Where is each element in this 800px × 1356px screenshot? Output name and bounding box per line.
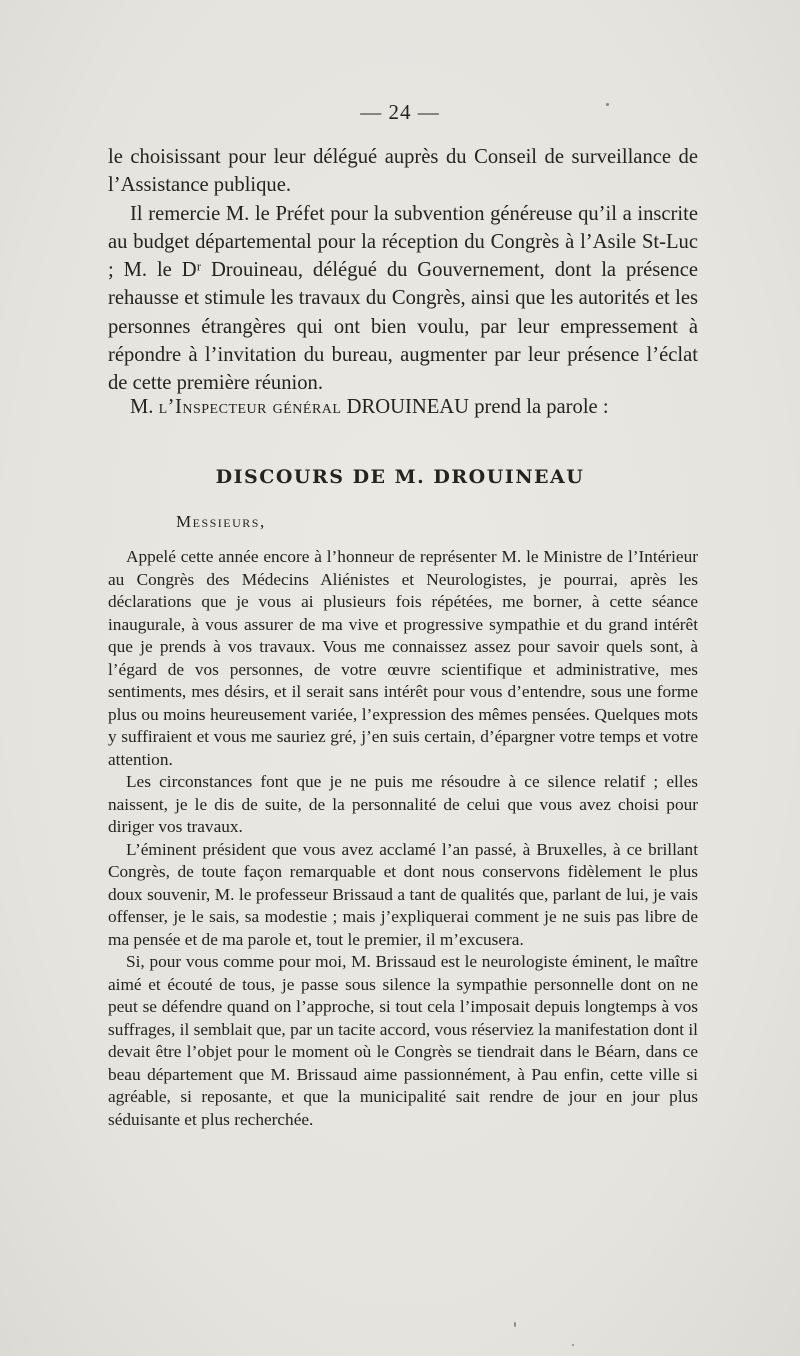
- speaker-prefix: M.: [130, 396, 159, 418]
- body-paragraph-4: Si, pour vous comme pour moi, M. Brissaud est le neurologiste éminent, le maître aimé et écouté de tous, je passe sous silence la sympathie personnelle dont on ne peut se défendre quand on l’approche, si tout cela l’imposait depuis longtemps à vos suffrages, il semblait que, par un tacite accord, vous réserviez la manifestation dont il devait être l’objet pour le moment où le Congrès se tiendrait dans le Béarn, dans ce beau département que M. Brissaud aime passionnément, à Pau enfin, cette ville si agréable, si reposante, et que la municipalité sait rendre de jour en jour plus séduisante et plus recherchée.: [108, 952, 698, 1129]
- salutation: Messieurs,: [176, 512, 266, 531]
- body-paragraph-2: Les circonstances font que je ne puis me résoudre à ce silence relatif ; elles naissent, je le dis de suite, de la personnalité de celui que vous avez choisi pour diriger vos travaux.: [108, 772, 698, 836]
- intro-paragraph-1: le choisissant pour leur délégué auprès du Conseil de surveillance de l’Assistance publique.: [108, 146, 698, 197]
- speaker-title: l’Inspecteur général: [158, 396, 342, 418]
- speech-body: [108, 546, 698, 1131]
- speaker-name: DROUINEAU: [346, 396, 470, 418]
- paper-speck: [606, 103, 609, 106]
- paper-speck: [514, 1322, 516, 1327]
- paper-speck: [572, 1344, 574, 1346]
- body-paragraph-1: Appelé cette année encore à l’honneur de représenter M. le Ministre de l’Intérieur au Congrès des Médecins Aliénistes et Neurologistes, je pourrai, après les déclarations que je vous ai plusieurs fois répétées, me borner, à cette séance inaugurale, à vous assurer de ma vive et progressive sympathie et du grand intérêt que je prends à vos travaux. Vous me connaissez assez pour savoir quels sont, à l’égard de vos personnes, de votre œuvre scientifique et administrative, mes sentiments, mes désirs, et il serait sans intérêt pour vous d’entendre, sous une forme plus ou moins heureusement variée, l’expression des mêmes pensées. Quelques mots y suffiraient et vous me sauriez gré, j’en suis certain, d’épargner votre temps et votre attention.: [108, 547, 698, 769]
- body-paragraph-3: L’éminent président que vous avez acclamé l’an passé, à Bruxelles, à ce brillant Congrès, de toute façon remarquable et dont nous conservons fidèlement le plus doux souvenir, M. le professeur Brissaud a tant de qualités que, parlant de lui, je vais offenser, je le sais, sa modestie ; mais j’expliquerai comment je ne suis pas libre de ma pensée et de ma parole et, tout le premier, il m’excusera.: [108, 839, 698, 949]
- intro-paragraph-2: Il remercie M. le Préfet pour la subvention généreuse qu’il a inscrite au budget départemental pour la réception du Congrès à l’Asile St-Luc ; M. le Dʳ Drouineau, délégué du Gouvernement, dont la présence rehausse et stimule les travaux du Congrès, ainsi que les autorités et les personnes étrangères qui ont bien voulu, par leur empressement à répondre à l’invitation du bureau, augmenter par leur présence l’éclat de cette première réunion.: [108, 202, 698, 395]
- intro-section: [108, 143, 698, 398]
- speech-title: DISCOURS DE M. DROUINEAU: [215, 466, 585, 488]
- speaker-line: [130, 393, 710, 421]
- speaker-suffix: prend la parole :: [469, 396, 609, 418]
- page-number: — 24 —: [360, 100, 440, 124]
